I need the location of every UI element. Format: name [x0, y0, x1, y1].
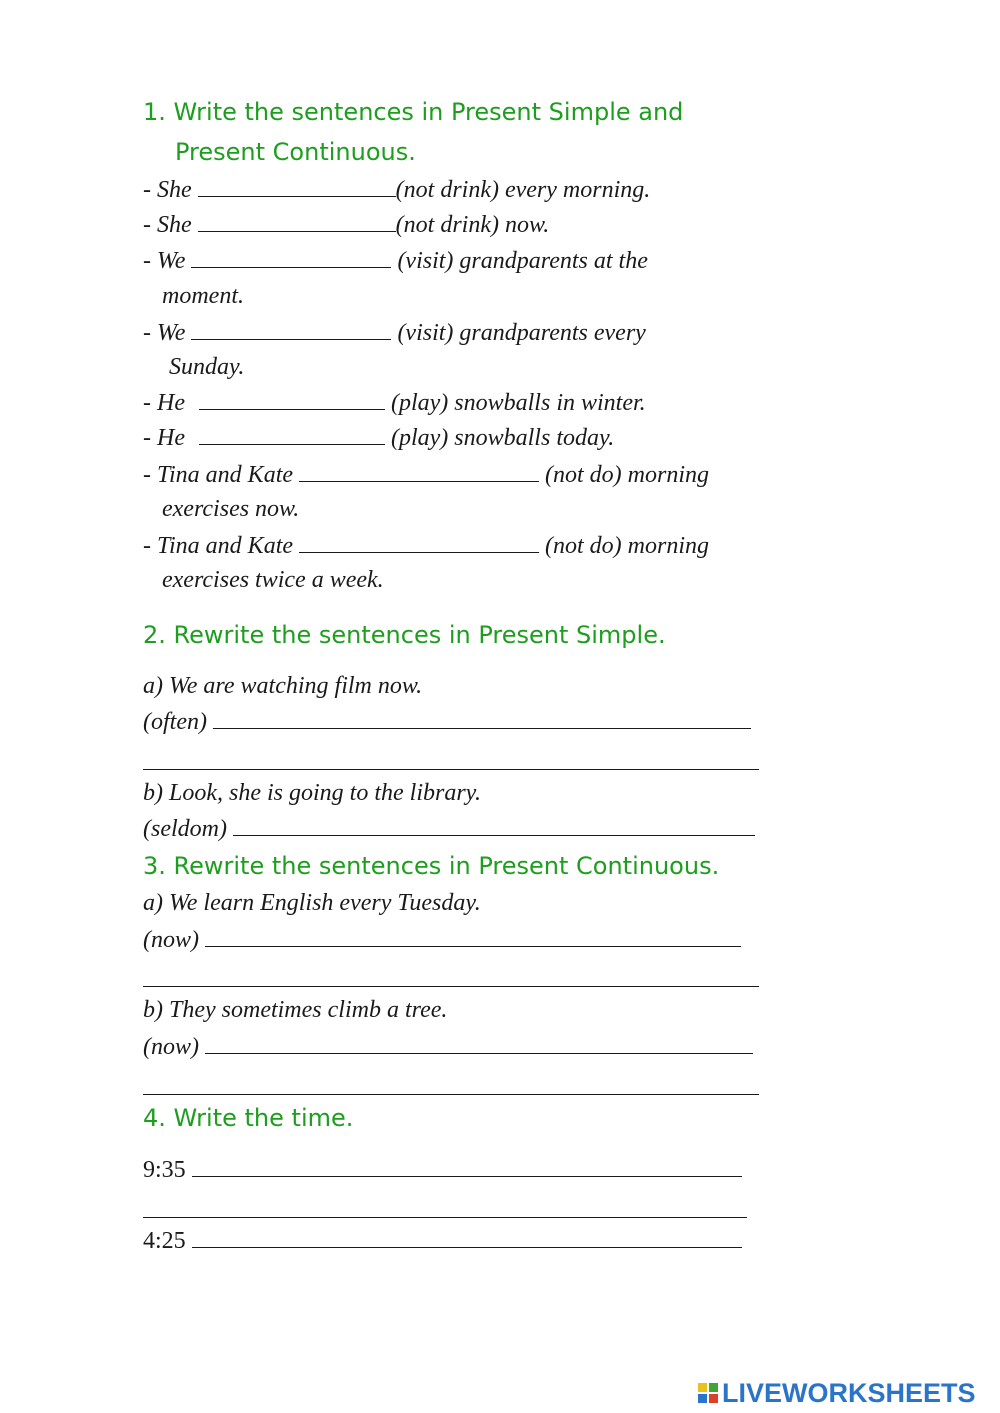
- s1-item-4-continuation: Sunday.: [169, 354, 245, 380]
- s4-time2-row: [143, 1225, 748, 1256]
- section2-heading: 2. Rewrite the sentences in Present Simple.: [143, 621, 666, 649]
- s1-item-7-subject: - Tina and Kate: [143, 462, 294, 488]
- s1-item-3-blank[interactable]: [191, 245, 391, 268]
- s1-item-8-continuation: exercises twice a week.: [162, 567, 384, 593]
- s1-item-7-continuation: exercises now.: [162, 496, 300, 522]
- s4-time1-label: 9:35: [143, 1157, 186, 1183]
- s2-a-cue: (often): [143, 709, 207, 735]
- s1-item-6: [143, 422, 614, 453]
- s1-item-4: [143, 317, 646, 348]
- s1-item-4-blank[interactable]: [191, 317, 391, 340]
- s1-item-7: [143, 459, 709, 490]
- section1-heading-line1: 1. Write the sentences in Present Simple and: [143, 98, 684, 126]
- s2-a-sentence: a) We are watching film now.: [143, 673, 423, 699]
- s1-item-8-blank[interactable]: [299, 530, 539, 553]
- s1-item-5-cue: (play) snowballs in winter.: [390, 390, 646, 416]
- s3-a-sentence: a) We learn English every Tuesday.: [143, 890, 481, 916]
- s1-item-1-subject: - She: [143, 177, 192, 203]
- s2-b-cue: (seldom): [143, 816, 227, 842]
- s1-item-6-subject: - He: [143, 425, 185, 451]
- s1-item-5-blank[interactable]: [199, 387, 385, 410]
- s2-b-answer-blank[interactable]: [233, 813, 755, 836]
- s1-item-1-cue: (not drink) every morning.: [395, 177, 651, 203]
- liveworksheets-brand: LIVEWORKSHEETS: [722, 1377, 976, 1408]
- s3-b-answer-blank[interactable]: [205, 1031, 753, 1054]
- s3-b-answer-blank-2[interactable]: [143, 1094, 759, 1095]
- s1-item-4-subject: - We: [143, 320, 186, 346]
- s1-item-2-cue: (not drink) now.: [395, 212, 550, 238]
- s2-a-answer-row: [143, 706, 757, 737]
- s1-item-2-subject: - She: [143, 212, 192, 238]
- s4-time1-answer-blank[interactable]: [192, 1154, 742, 1177]
- s1-item-5-subject: - He: [143, 390, 185, 416]
- s2-b-sentence: b) Look, she is going to the library.: [143, 780, 481, 806]
- s1-item-7-blank[interactable]: [299, 459, 539, 482]
- s3-b-sentence: b) They sometimes climb a tree.: [143, 997, 448, 1023]
- s1-item-6-blank[interactable]: [199, 422, 385, 445]
- s2-a-answer-blank[interactable]: [213, 706, 751, 729]
- logo-square-3: [698, 1394, 707, 1403]
- s1-item-3-cue: (visit) grandparents at the: [397, 248, 648, 274]
- s3-a-cue: (now): [143, 927, 199, 953]
- s3-a-answer-blank-2[interactable]: [143, 986, 759, 987]
- s4-time1-answer-blank-2[interactable]: [143, 1217, 747, 1218]
- s1-item-8-subject: - Tina and Kate: [143, 533, 294, 559]
- s4-time2-answer-blank[interactable]: [192, 1225, 742, 1248]
- liveworksheets-logo-icon: [698, 1383, 718, 1403]
- s3-b-cue: (now): [143, 1034, 199, 1060]
- liveworksheets-logo: [698, 1378, 976, 1408]
- logo-square-4: [709, 1394, 718, 1403]
- s1-item-1-blank[interactable]: [198, 174, 396, 197]
- s1-item-3: [143, 245, 648, 276]
- s1-item-4-cue: (visit) grandparents every: [397, 320, 646, 346]
- section1-heading-line2: Present Continuous.: [175, 138, 416, 166]
- s1-item-8-cue: (not do) morning: [545, 533, 710, 559]
- s1-item-3-continuation: moment.: [162, 283, 244, 309]
- s1-item-6-cue: (play) snowballs today.: [390, 425, 615, 451]
- s2-b-answer-row: [143, 813, 761, 844]
- s1-item-7-cue: (not do) morning: [545, 462, 710, 488]
- s4-time2-label: 4:25: [143, 1228, 186, 1254]
- section3-heading: 3. Rewrite the sentences in Present Continuous.: [143, 852, 720, 880]
- s1-item-1: [143, 174, 650, 205]
- s1-item-8: [143, 530, 709, 561]
- s1-item-3-subject: - We: [143, 248, 186, 274]
- s3-a-answer-row: [143, 924, 747, 955]
- s1-item-2-blank[interactable]: [198, 209, 396, 232]
- s1-item-5: [143, 387, 646, 418]
- s4-time1-row: [143, 1154, 748, 1185]
- logo-square-1: [698, 1383, 707, 1392]
- s3-a-answer-blank[interactable]: [205, 924, 741, 947]
- s2-a-answer-blank-2[interactable]: [143, 769, 759, 770]
- logo-square-2: [709, 1383, 718, 1392]
- section4-heading: 4. Write the time.: [143, 1104, 354, 1132]
- s1-item-2: [143, 209, 549, 240]
- s3-b-answer-row: [143, 1031, 759, 1062]
